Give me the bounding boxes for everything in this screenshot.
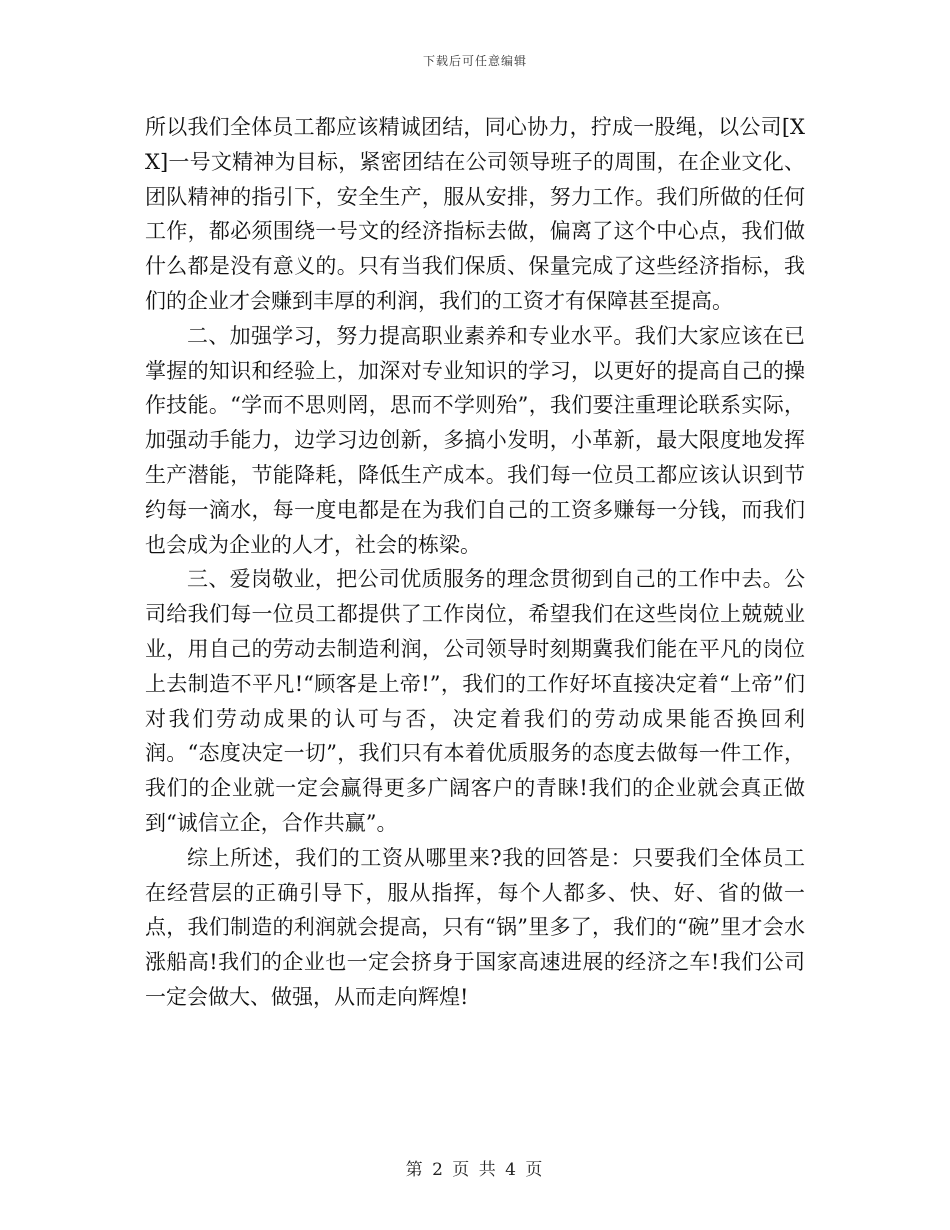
page-number-footer: 第 2 页 共 4 页 xyxy=(405,1160,545,1180)
paragraph-1: 所以我们全体员工都应该精诚团结，同心协力，拧成一股绳，以公司[XX]一号文精神为目标，紧密团结在公司领导班子的周围，在企业文化、团队精神的指引下，安全生产，服从安排，努力工作。我们所做的任何工作，都必须围绕一号文的经济指标去做，偏离了这个中心点，我们做什么都是没有意义的。只有当我们保质、保量完成了这些经济指标，我们的企业才会赚到丰厚的利润，我们的工资才有保障甚至提高。 xyxy=(145,115,805,313)
document-body xyxy=(145,110,805,1015)
paragraph-2: 二、加强学习，努力提高职业素养和专业水平。我们大家应该在已掌握的知识和经验上，加深对专业知识的学习，以更好的提高自己的操作技能。“学而不思则罔，思而不学则殆”，我们要注重理论联系实际，加强动手能力，边学习边创新，多搞小发明，小革新，最大限度地发挥生产潜能，节能降耗，降低生产成本。我们每一位员工都应该认识到节约每一滴水，每一度电都是在为我们自己的工资多赚每一分钱，而我们也会成为企业的人才，社会的栋梁。 xyxy=(145,323,805,557)
paragraph-4: 综上所述，我们的工资从哪里来?我的回答是：只要我们全体员工在经营层的正确引导下，服从指挥，每个人都多、快、好、省的做一点，我们制造的利润就会提高，只有“锅”里多了，我们的“碗”里才会水涨船高!我们的企业也一定会挤身于国家高速进展的经济之车!我们公司一定会做大、做强，从而走向辉煌! xyxy=(145,845,805,1009)
paragraph-3: 三、爱岗敬业，把公司优质服务的理念贯彻到自己的工作中去。公司给我们每一位员工都提供了工作岗位，希望我们在这些岗位上兢兢业业，用自己的劳动去制造利润，公司领导时刻期冀我们能在平凡的岗位上去制造不平凡!“顾客是上帝!”，我们的工作好坏直接决定着“上帝”们对我们劳动成果的认可与否，决定着我们的劳动成果能否换回利润。“态度决定一切”，我们只有本着优质服务的态度去做每一件工作，我们的企业就一定会赢得更多广阔客户的青睐!我们的企业就会真正做到“诚信立企，合作共赢”。 xyxy=(145,567,805,835)
page-header: 下载后可任意编辑 xyxy=(422,54,527,68)
